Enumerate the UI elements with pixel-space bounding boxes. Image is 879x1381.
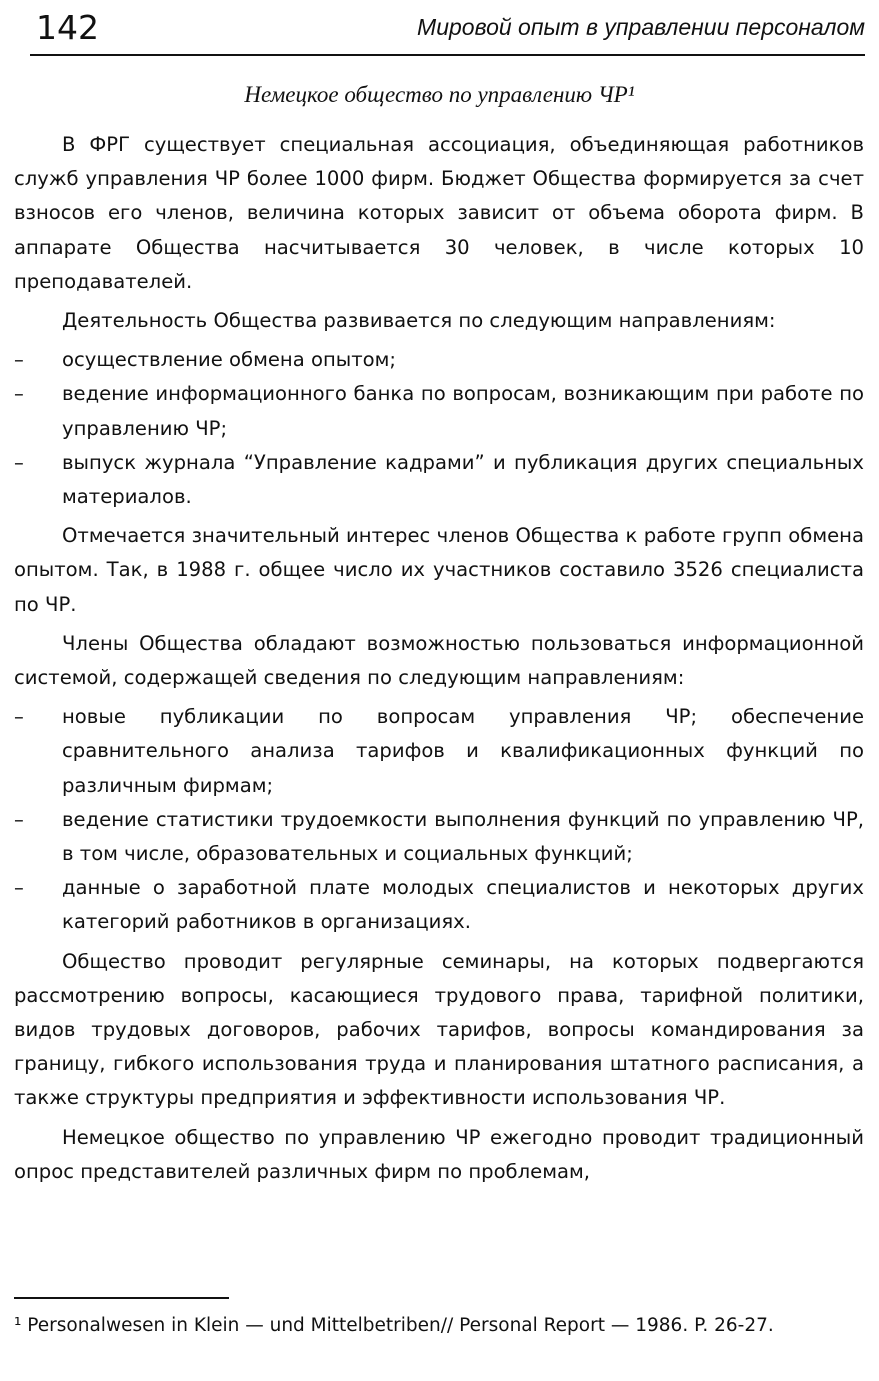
- paragraph: Деятельность Общества развивается по следующим направлениям:: [62, 309, 776, 333]
- footnote: ¹ Personalwesen in Klein — und Mittelbetriben// Personal Report — 1986. P. 26-27.: [14, 1315, 774, 1336]
- list-item-text: ведение статистики трудоемкости выполнения функций по управлению ЧР, в том числе, образовательных и социальных функций;: [62, 807, 864, 866]
- paragraph: В ФРГ существует специальная ассоциация, объединяющая работников служб управления ЧР более 1000 фирм. Бюджет Общества формируется за счет взносов его членов, величина которых зависит от объема оборота фирм. В аппарате Общества насчитывается 30 человек, в числе которых 10 преподавателей.: [14, 133, 864, 293]
- list-item: [14, 377, 864, 445]
- list-item-text: новые публикации по вопросам управления ЧР; обеспечение сравнительного анализа тарифов и квалификационных функций по различным фирмам;: [62, 705, 864, 797]
- dash-marker: –: [14, 876, 24, 900]
- paragraph: Общество проводит регулярные семинары, на которых подвергаются рассмотрению вопросы, касающиеся трудового права, тарифной политики, видов трудовых договоров, рабочих тарифов, вопросы командирования за границу, гибкого использования труда и планирования штатного расписания, а также структуры предприятия и эффективности использования ЧР.: [14, 949, 864, 1110]
- list-item: [14, 343, 864, 377]
- list-item-text: выпуск журнала “Управление кадрами” и публикация других специальных материалов.: [62, 450, 864, 509]
- page-number: 142: [36, 8, 99, 47]
- paragraph: Немецкое общество по управлению ЧР ежегодно проводит традиционный опрос представителей различных фирм по проблемам,: [14, 1125, 864, 1183]
- paragraph: Отмечается значительный интерес членов Общества к работе групп обмена опытом. Так, в 1988 г. общее число их участников составило 3526 специалиста по ЧР.: [14, 524, 864, 616]
- paragraph: Члены Общества обладают возможностью пользоваться информационной системой, содержащей сведения по следующим направлениям:: [14, 631, 864, 690]
- footnote-rule: [14, 1297, 229, 1299]
- dash-marker: –: [14, 382, 24, 406]
- list-item: [14, 446, 864, 514]
- directions-list: [14, 343, 864, 514]
- running-title: Мировой опыт в управлении персоналом: [417, 14, 865, 40]
- dash-marker: –: [14, 705, 24, 729]
- body-text: [14, 128, 864, 1194]
- information-list: [14, 700, 864, 939]
- list-item-text: ведение информационного банка по вопросам, возникающим при работе по управлению ЧР;: [62, 382, 864, 440]
- header-rule: [30, 54, 865, 56]
- page-header: [30, 6, 865, 54]
- dash-marker: –: [14, 450, 24, 474]
- list-item: [14, 871, 864, 939]
- list-item: [14, 803, 864, 871]
- list-item-text: осуществление обмена опытом;: [62, 348, 397, 372]
- list-item-text: данные о заработной плате молодых специалистов и некоторых других категорий работников в организациях.: [62, 876, 864, 934]
- list-item: [14, 700, 864, 803]
- dash-marker: –: [14, 348, 24, 372]
- dash-marker: –: [14, 807, 24, 831]
- section-title: Немецкое общество по управлению ЧР¹: [244, 82, 635, 107]
